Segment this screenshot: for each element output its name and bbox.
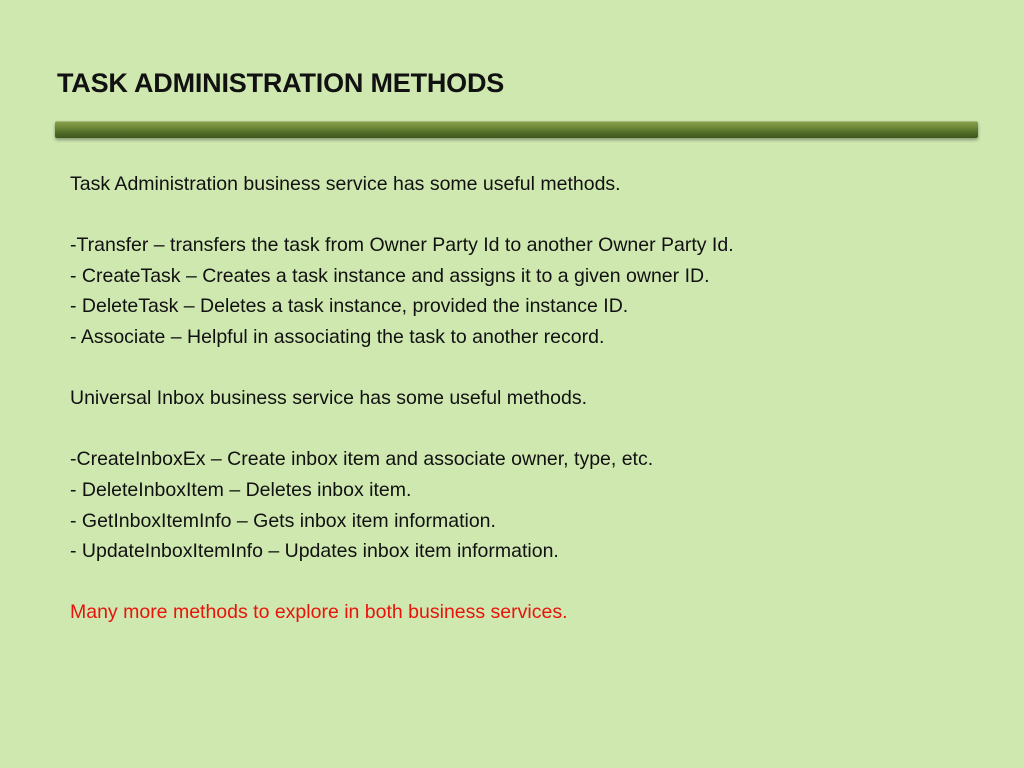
slide-body — [70, 169, 990, 628]
spacer — [70, 353, 990, 384]
inbox-method-createinboxex: -CreateInboxEx – Create inbox item and associate owner, type, etc. — [70, 448, 654, 471]
task-method-createtask: - CreateTask – Creates a task instance and assigns it to a given owner ID. — [70, 264, 710, 287]
task-admin-intro: Task Administration business service has some useful methods. — [70, 173, 621, 195]
spacer — [70, 567, 990, 598]
inbox-method-deleteinboxitem: - DeleteInboxItem – Deletes inbox item. — [70, 478, 412, 501]
inbox-method-getinboxiteminfo: - GetInboxItemInfo – Gets inbox item information. — [70, 509, 496, 532]
closing-note: Many more methods to explore in both business services. — [70, 601, 568, 624]
title-divider-bar — [55, 121, 978, 138]
inbox-method-updateinboxiteminfo: - UpdateInboxItemInfo – Updates inbox item information. — [70, 540, 559, 563]
spacer — [70, 200, 990, 231]
task-method-transfer: -Transfer – transfers the task from Owner Party Id to another Owner Party Id. — [70, 234, 734, 257]
task-method-associate: - Associate – Helpful in associating the task to another record. — [70, 325, 605, 348]
spacer — [70, 414, 990, 445]
inbox-intro: Universal Inbox business service has some useful methods. — [70, 387, 587, 410]
task-method-deletetask: - DeleteTask – Deletes a task instance, provided the instance ID. — [70, 295, 629, 318]
slide-title: TASK ADMINISTRATION METHODS — [57, 68, 505, 98]
